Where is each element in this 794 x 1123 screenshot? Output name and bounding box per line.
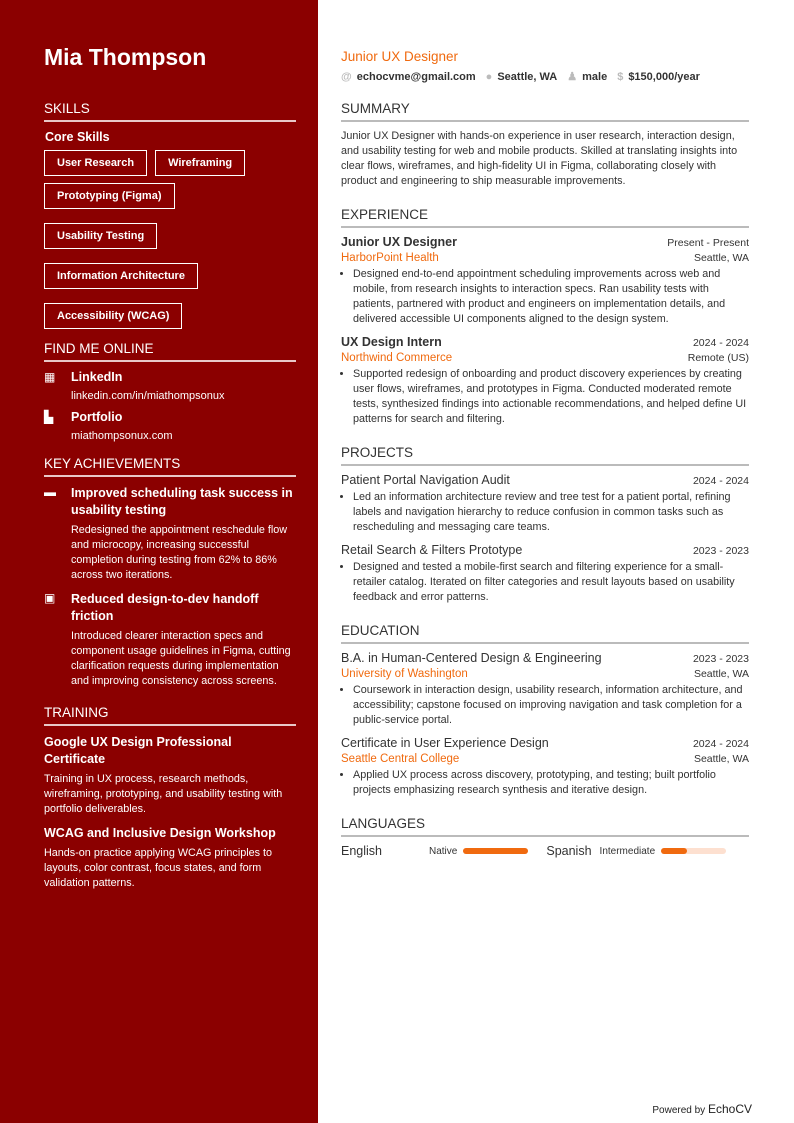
card-icon: ▬: [44, 485, 56, 499]
training-title: Google UX Design Professional Certificate: [44, 735, 232, 766]
link-label: LinkedIn: [71, 370, 123, 384]
entry-org: Seattle Central College: [341, 753, 460, 765]
entry-title: Patient Portal Navigation Audit: [341, 473, 510, 487]
experience-entry: [341, 235, 749, 327]
experience-entry: [341, 335, 749, 427]
section-heading-languages: LANGUAGES: [341, 816, 749, 837]
entry-title: Certificate in User Experience Design: [341, 736, 549, 750]
training-desc: Training in UX process, research methods, wireframing, prototyping, and usability testing with portfolio deliverables.: [44, 773, 283, 815]
at-icon: @: [341, 70, 352, 83]
entry-location: Seattle, WA: [693, 753, 749, 765]
entry-date: 2023 - 2023: [692, 653, 749, 665]
contact-bar: [341, 70, 749, 83]
candidate-name: Mia Thompson: [44, 44, 207, 70]
link-url[interactable]: linkedin.com/in/miathompsonux: [71, 390, 225, 402]
entry-title: Junior UX Designer: [341, 235, 457, 249]
language-name: English: [341, 844, 382, 858]
achievement-desc: Redesigned the appointment reschedule flow and microcopy, increasing successful completion during testing from 62% to 86% across two iterations.: [71, 524, 288, 581]
education-entry: [341, 651, 749, 728]
entry-date: 2024 - 2024: [692, 738, 749, 750]
skill-tag: Accessibility (WCAG): [44, 303, 182, 329]
email[interactable]: echocvme@gmail.com: [356, 70, 476, 83]
powered-by-label: Powered by: [652, 1105, 706, 1116]
brand-name[interactable]: EchoCV: [707, 1102, 752, 1116]
achievement-desc: Introduced clearer interaction specs and component usage guidelines in Figma, cutting clarification requests during implementation and improving consistency across screens.: [71, 630, 291, 687]
training-desc: Hands-on practice applying WCAG principles to layouts, color contrast, focus states, and form validation patterns.: [44, 847, 273, 889]
section-heading-education: EDUCATION: [341, 623, 749, 644]
skill-tag: Usability Testing: [44, 223, 157, 249]
entry-location: Remote (US): [687, 352, 749, 364]
training-title: WCAG and Inclusive Design Workshop: [44, 826, 276, 840]
achievement-item: [44, 485, 296, 583]
language-name: Spanish: [546, 844, 592, 858]
section-heading-training: TRAINING: [44, 705, 296, 726]
entry-org: HarborPoint Health: [341, 252, 439, 264]
achievement-title: Reduced design-to-dev handoff friction: [71, 592, 259, 623]
skill-tag: Wireframing: [155, 150, 245, 176]
skill-tag: Information Architecture: [44, 263, 198, 289]
section-heading-summary: SUMMARY: [341, 101, 749, 122]
file-icon: ▙: [44, 410, 54, 424]
training-item: [44, 734, 296, 817]
section-heading-experience: EXPERIENCE: [341, 207, 749, 228]
person-icon: ♟: [567, 71, 578, 83]
entry-bullet: • Applied UX process across discovery, prototyping, and testing; built portfolio projects emphasizing research synthesis and iterative design.: [353, 768, 749, 798]
portfolio-link[interactable]: [44, 410, 296, 442]
entry-bullet: • Coursework in interaction design, usability research, information architecture, and accessibility; capstone focused on improving navigation and task completion for a public-service portal.: [353, 683, 749, 728]
salary: $150,000/year: [628, 70, 700, 83]
skill-tag: User Research: [44, 150, 147, 176]
languages-list: [341, 844, 749, 858]
dollar-icon: $: [617, 70, 624, 83]
training-item: [44, 825, 296, 891]
sidebar: [0, 0, 318, 1123]
project-entry: [341, 543, 749, 605]
section-heading-projects: PROJECTS: [341, 445, 749, 466]
project-entry: [341, 473, 749, 535]
language-level: Intermediate: [599, 845, 656, 857]
location-pin-icon: ●: [485, 70, 493, 83]
achievement-item: [44, 591, 296, 689]
language-proficiency-bar: [463, 848, 528, 854]
building-icon: ▦: [44, 370, 56, 384]
book-icon: ▣: [44, 591, 56, 605]
job-title: Junior UX Designer: [341, 49, 459, 64]
language-level: Native: [429, 845, 458, 857]
core-skills-label: Core Skills: [45, 130, 110, 144]
linkedin-link[interactable]: [44, 370, 296, 402]
entry-date: 2024 - 2024: [692, 337, 749, 349]
section-heading-online: FIND ME ONLINE: [44, 341, 296, 362]
entry-title: Retail Search & Filters Prototype: [341, 543, 523, 557]
entry-date: Present - Present: [667, 237, 749, 249]
entry-location: Seattle, WA: [693, 252, 749, 264]
language-proficiency-bar: [661, 848, 726, 854]
entry-location: Seattle, WA: [693, 668, 749, 680]
link-label: Portfolio: [71, 410, 123, 424]
entry-org: Northwind Commerce: [341, 352, 453, 364]
location: Seattle, WA: [497, 70, 558, 83]
entry-date: 2024 - 2024: [692, 475, 749, 487]
link-url[interactable]: miathompsonux.com: [71, 430, 173, 442]
education-entry: [341, 736, 749, 798]
entry-bullet: • Supported redesign of onboarding and product discovery experiences by creating user flows, wireframes, and prototypes in Figma. Conducted moderated remote tests, synthesized findings into actionable recommendations, and helped define UI patterns for search and filtering.: [353, 367, 749, 427]
entry-title: UX Design Intern: [341, 335, 442, 349]
entry-bullet: • Designed and tested a mobile-first search and filtering experience for a small-retailer catalog. Iterated on filter categories and result layouts based on usability feedback and error patterns.: [353, 560, 749, 605]
section-heading-achievements: KEY ACHIEVEMENTS: [44, 456, 296, 477]
main-content: [341, 49, 749, 858]
entry-title: B.A. in Human-Centered Design & Engineering: [341, 651, 602, 665]
gender: male: [582, 71, 608, 83]
footer: [652, 1102, 752, 1116]
summary-text: Junior UX Designer with hands-on experience in user research, interaction design, and usability testing for web and mobile products. Skilled at translating insights into clear flows, wireframes, and high-fidelity UI in Figma, collaborating closely with product and engineering to ship measurable improvements.: [341, 130, 738, 187]
entry-org: University of Washington: [341, 668, 468, 680]
entry-bullet: • Designed end-to-end appointment scheduling improvements across web and mobile, from research insights to interaction specs. Ran usability tests with patients, partnered with product and engineers on implementation details, and delivered accessible UI components aligned to the design system.: [353, 267, 749, 327]
achievement-title: Improved scheduling task success in usability testing: [71, 486, 293, 517]
skill-tag: Prototyping (Figma): [44, 183, 175, 209]
entry-date: 2023 - 2023: [692, 545, 749, 557]
section-heading-skills: SKILLS: [44, 101, 296, 122]
entry-bullet: • Led an information architecture review and tree test for a patient portal, refining labels and navigation hierarchy to reduce confusion in common tasks such as rescheduling and messaging care teams.: [353, 490, 749, 535]
skill-tags: [44, 150, 296, 329]
